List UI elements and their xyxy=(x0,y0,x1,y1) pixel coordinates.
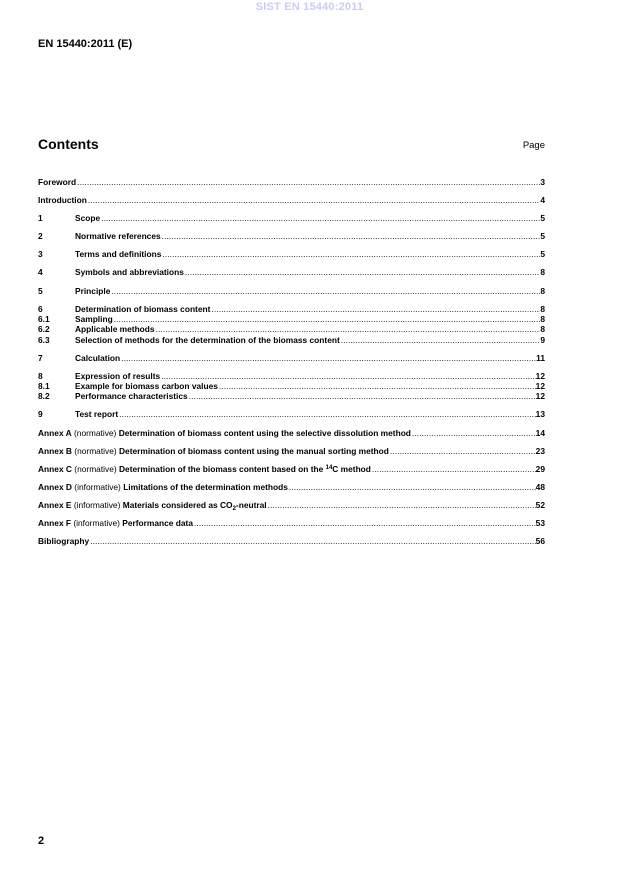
toc-entry-title xyxy=(38,500,267,510)
toc-entry-title: Bibliography xyxy=(38,536,90,547)
annex-title-superscript: 14 xyxy=(325,464,333,471)
toc-entry-applicable-methods[interactable] xyxy=(38,324,545,334)
annex-kind: (informative) xyxy=(71,499,123,510)
toc-section-number: 8.1 xyxy=(38,381,50,392)
toc-entry-foreword[interactable] xyxy=(38,177,545,187)
toc-entry-bibliography[interactable] xyxy=(38,536,545,546)
toc-section-number: 9 xyxy=(38,409,43,420)
toc-page-number: 3 xyxy=(540,177,545,187)
toc-section-number: 2 xyxy=(38,231,43,242)
toc-entry-title: Principle xyxy=(75,285,111,296)
toc-entry-title xyxy=(38,518,193,528)
toc-page-number: 52 xyxy=(535,499,545,510)
dot-leader xyxy=(161,371,535,381)
dot-leader xyxy=(162,249,540,259)
toc-page-number: 5 xyxy=(540,249,545,260)
toc-page-number: 8 xyxy=(540,267,545,278)
toc-entry-title: Scope xyxy=(75,213,101,224)
dot-leader xyxy=(111,286,540,296)
annex-label: Annex F xyxy=(38,517,72,528)
table-of-contents xyxy=(38,177,545,546)
toc-entry-sampling[interactable] xyxy=(38,314,545,324)
toc-entry-title xyxy=(38,464,371,474)
toc-entry-title xyxy=(38,482,288,492)
toc-page-number: 11 xyxy=(536,352,545,363)
dot-leader xyxy=(372,464,536,474)
toc-entry-normative-references[interactable] xyxy=(38,231,545,241)
annex-title: Limitations of the determination methods xyxy=(123,481,288,492)
toc-page-number: 13 xyxy=(535,409,545,420)
toc-entry-title xyxy=(38,446,389,456)
toc-section-number: 6.1 xyxy=(38,313,50,324)
dot-leader xyxy=(194,518,536,528)
page-title: Contents xyxy=(38,136,99,152)
toc-page-number: 53 xyxy=(535,517,545,528)
toc-page-number: 48 xyxy=(535,481,545,492)
dot-leader xyxy=(88,195,540,205)
toc-entry-title: Applicable methods xyxy=(75,324,155,335)
toc-entry-title: Determination of biomass content xyxy=(75,303,211,314)
annex-label: Annex C xyxy=(38,463,72,474)
dot-leader xyxy=(341,335,541,345)
annex-title-rest: C method xyxy=(332,463,371,474)
toc-page-number: 12 xyxy=(535,381,545,392)
toc-entry-title: Symbols and abbreviations xyxy=(75,267,184,278)
annex-label: Annex B xyxy=(38,445,72,456)
toc-entry-terms-and-definitions[interactable] xyxy=(38,249,545,259)
dot-leader xyxy=(268,500,536,510)
toc-page-number: 8 xyxy=(540,313,545,324)
toc-entry-title xyxy=(38,428,411,438)
dot-leader xyxy=(219,381,536,391)
toc-section-number: 8.2 xyxy=(38,391,50,402)
annex-kind: (normative) xyxy=(71,427,119,438)
annex-kind: (informative) xyxy=(71,481,124,492)
toc-entry-title: Sampling xyxy=(75,313,113,324)
annex-kind: (normative) xyxy=(71,445,119,456)
toc-page-number: 5 xyxy=(540,213,545,224)
dot-leader xyxy=(289,482,536,492)
annex-kind: (informative) xyxy=(71,517,123,528)
toc-entry-symbols-and-abbreviations[interactable] xyxy=(38,267,545,277)
toc-entry-title: Calculation xyxy=(75,352,121,363)
watermark: SIST EN 15440:2011 xyxy=(255,1,364,13)
toc-section-number: 4 xyxy=(38,267,43,278)
toc-page-number: 5 xyxy=(540,231,545,242)
toc-entry-title: Terms and definitions xyxy=(75,249,162,260)
toc-entry-title: Selection of methods for the determination of the biomass content xyxy=(75,334,340,345)
toc-entry-title: Normative references xyxy=(75,231,161,242)
toc-page-number: 12 xyxy=(535,370,545,381)
toc-entry-scope[interactable] xyxy=(38,213,545,223)
toc-entry-annex-b[interactable] xyxy=(38,446,545,456)
toc-section-number: 1 xyxy=(38,213,43,224)
toc-section-number: 8 xyxy=(38,370,43,381)
toc-page-number: 9 xyxy=(540,334,545,345)
toc-page-number: 8 xyxy=(540,285,545,296)
dot-leader xyxy=(162,231,541,241)
toc-entry-title: Performance characteristics xyxy=(75,391,188,402)
dot-leader xyxy=(77,177,540,187)
toc-entry-annex-d[interactable] xyxy=(38,482,545,492)
toc-page-number: 12 xyxy=(535,391,545,402)
toc-page-number: 4 xyxy=(540,195,545,206)
toc-entry-title: Foreword xyxy=(38,177,77,187)
toc-entry-title: Expression of results xyxy=(75,370,161,381)
toc-section-number: 3 xyxy=(38,249,43,260)
dot-leader xyxy=(390,446,536,456)
toc-entry-calculation[interactable] xyxy=(38,353,545,363)
toc-entry-determination-of-biomass-content[interactable] xyxy=(38,304,545,314)
toc-entry-title: Introduction xyxy=(38,195,87,206)
toc-section-number: 7 xyxy=(38,352,43,363)
dot-leader xyxy=(211,304,540,314)
dot-leader xyxy=(185,267,540,277)
annex-label: Annex D xyxy=(38,481,72,492)
toc-entry-annex-a[interactable] xyxy=(38,428,545,438)
dot-leader xyxy=(90,536,535,546)
annex-title: Performance data xyxy=(122,517,193,528)
dot-leader xyxy=(156,324,541,334)
toc-entry-annex-c[interactable] xyxy=(38,464,545,474)
toc-section-number: 6.3 xyxy=(38,334,50,345)
dot-leader xyxy=(119,409,536,419)
toc-section-number: 6 xyxy=(38,303,43,314)
annex-title-subscript: 2 xyxy=(232,505,236,511)
annex-title: Determination of biomass content using the manual sorting method xyxy=(119,445,389,456)
toc-page-number: 8 xyxy=(540,303,545,314)
toc-entry-title: Test report xyxy=(75,409,119,420)
toc-entry-performance-characteristics[interactable] xyxy=(38,391,545,401)
toc-page-number: 8 xyxy=(540,324,545,335)
toc-entry-test-report[interactable] xyxy=(38,409,545,419)
annex-title: Materials considered as CO xyxy=(122,499,233,510)
dot-leader xyxy=(101,213,540,223)
toc-section-number: 6.2 xyxy=(38,324,50,335)
toc-entry-annex-f[interactable] xyxy=(38,518,545,528)
annex-label: Annex E xyxy=(38,499,72,510)
toc-entry-title: Example for biomass carbon values xyxy=(75,381,218,392)
toc-page-number: 23 xyxy=(535,445,545,456)
page-number: 2 xyxy=(38,835,45,847)
toc-entry-expression-of-results[interactable] xyxy=(38,371,545,381)
toc-entry-example-biomass-carbon[interactable] xyxy=(38,381,545,391)
toc-entry-selection-of-methods[interactable] xyxy=(38,335,545,345)
toc-entry-introduction[interactable] xyxy=(38,195,545,205)
dot-leader xyxy=(121,353,536,363)
toc-page-number: 56 xyxy=(535,536,545,547)
toc-entry-principle[interactable] xyxy=(38,286,545,296)
document-id: EN 15440:2011 (E) xyxy=(38,38,133,50)
dot-leader xyxy=(114,314,541,324)
annex-kind: (normative) xyxy=(71,463,119,474)
toc-section-number: 5 xyxy=(38,285,43,296)
toc-entry-annex-e[interactable] xyxy=(38,500,545,510)
page-column-label: Page xyxy=(522,140,545,151)
dot-leader xyxy=(412,428,536,438)
annex-label: Annex A xyxy=(38,427,72,438)
annex-title: Determination of biomass content using the selective dissolution method xyxy=(118,427,411,438)
annex-title: Determination of the biomass content based on the xyxy=(119,463,326,474)
toc-page-number: 29 xyxy=(535,463,545,474)
annex-title-rest: -neutral xyxy=(235,499,267,510)
dot-leader xyxy=(189,391,536,401)
toc-page-number: 14 xyxy=(535,427,545,438)
